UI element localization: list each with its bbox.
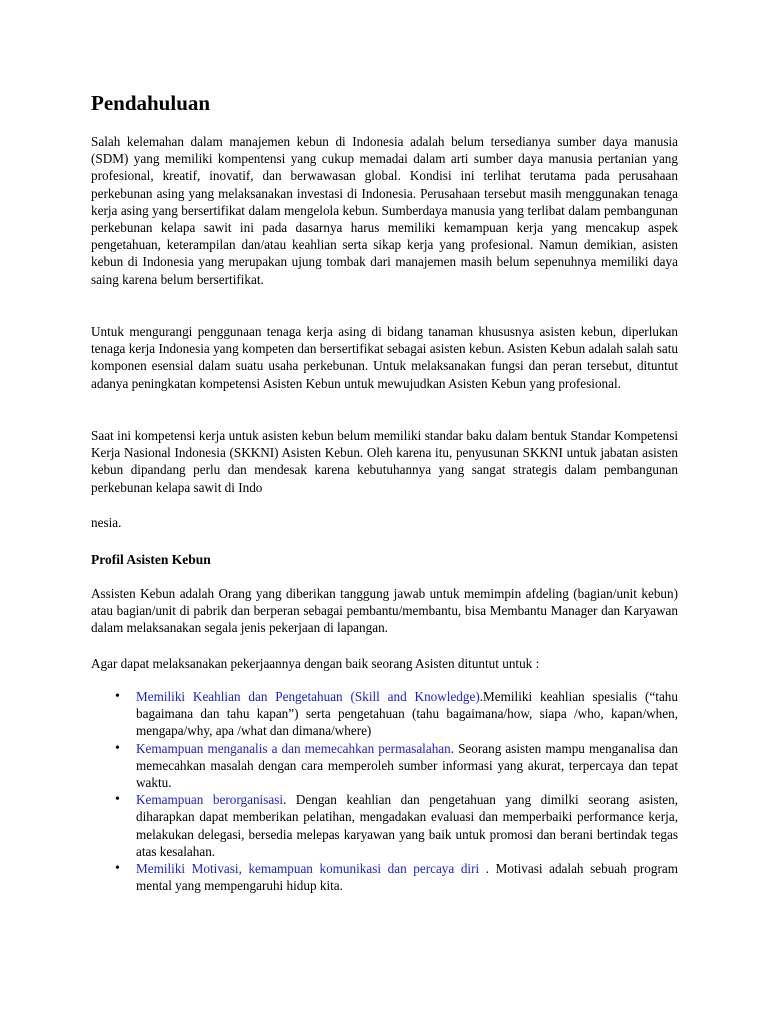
intro-paragraph: Salah kelemahan dalam manajemen kebun di Indonesia adalah belum tersedianya sumber daya manusia (SDM) yang memiliki kompentensi yang cukup memadai dalam arti sumber daya manusia pertanian yang profesional, kreatif, inovatif, dan berwawasan global. Kondisi ini terlihat terutama pada perusahaan perkebunan asing yang melaksanakan investasi di Indonesia. Perusahaan tersebut masih menggunakan tenaga kerja asing yang bersertifikat dalam mengelola kebun. Sumberdaya manusia yang terlibat dalam pembangunan perkebunan kelapa sawit ini pada dasarnya harus memiliki kemampuan kerja yang mencakup aspek pengetahuan, keterampilan dan/atau keahlian serta sikap kerja yang profesional. Namun demikian, asisten kebun di Indonesia yang merupakan ujung tombak dari manajemen masih belum sepenuhnya memiliki daya saing karena belum bersertifikat. bbox=[91, 134, 678, 287]
bullet-link[interactable]: Kemampuan menganalis a dan memecahkan permasalahan bbox=[136, 740, 451, 756]
bullet-link[interactable]: Kemampuan berorganisasi bbox=[136, 792, 284, 808]
bullet-link[interactable]: Memiliki Motivasi, kemampuan komunikasi dan percaya diri bbox=[136, 861, 480, 877]
section-title: Profil Asisten Kebun bbox=[91, 552, 211, 567]
bullet-text: . Motivasi adalah sebuah program mental yang mempengaruhi hidup kita. bbox=[136, 861, 678, 894]
list-item bbox=[91, 740, 678, 792]
page-title: Pendahuluan bbox=[91, 91, 211, 115]
paragraph-2: Untuk mengurangi penggunaan tenaga kerja asing di bidang tanaman khususnya asisten kebun, diperlukan tenaga kerja Indonesia yang kompeten dan bersertifikat sebagai asisten kebun. Asisten Kebun adalah salah satu komponen esensial dalam suatu usaha perkebunan. Untuk melaksanakan fungsi dan peran tersebut, dituntut adanya peningkatan kompetensi Asisten Kebun untuk mewujudkan Asisten Kebun yang profesional. bbox=[91, 324, 678, 391]
list-item bbox=[91, 688, 678, 740]
paragraph-3: Saat ini kompetensi kerja untuk asisten kebun belum memiliki standar baku dalam bentuk Standar Kompetensi Kerja Nasional Indonesia (SKKNI) Asisten Kebun. Oleh karena itu, penyusunan SKKNI untuk jabatan asisten kebun dipandang perlu dan mendesak karena kebutuhannya yang sangat strategis dalam pembangunan perkebunan kelapa sawit di Indo bbox=[91, 428, 678, 495]
bullet-text: . Seorang asisten mampu menganalisa dan memecahkan masalah dengan cara memperoleh sumber informasi yang akurat, terpercaya dan tepat waktu. bbox=[136, 740, 678, 791]
profile-paragraph: Assisten Kebun adalah Orang yang diberikan tanggung jawab untuk memimpin afdeling (bagian/unit kebun) atau bagian/unit di pabrik dan berperan sebagai pembantu/membantu, bisa Membantu Manager dan Karyawan dalam melaksanakan segala jenis pekerjaan di lapangan. bbox=[91, 586, 678, 636]
bullet-text: .Memiliki keahlian spesialis (“tahu bagaimana dan tahu kapan”) serta pengetahuan (tahu bagaimana/how, siapa /who, kapan/when, mengapa/why, apa /what dan dimana/where) bbox=[136, 689, 678, 739]
list-item bbox=[91, 860, 678, 894]
list-item bbox=[91, 791, 678, 860]
requirements-list bbox=[91, 688, 678, 894]
lead-paragraph: Agar dapat melaksanakan pekerjaannya dengan baik seorang Asisten dituntut untuk : bbox=[91, 656, 540, 671]
paragraph-3-tail: nesia. bbox=[91, 515, 122, 530]
bullet-link[interactable]: Memiliki Keahlian dan Pengetahuan (Skill and Knowledge) bbox=[136, 689, 480, 704]
bullet-text: . Dengan keahlian dan pengetahuan yang dimilki seorang asisten, diharapkan dapat memberikan pelatihan, mengadakan evaluasi dan memperbaiki performance kerja, melakukan delegasi, bersedia melepas karyawan yang baik untuk promosi dan berani bertindak tegas atas kesalahan. bbox=[136, 792, 679, 859]
